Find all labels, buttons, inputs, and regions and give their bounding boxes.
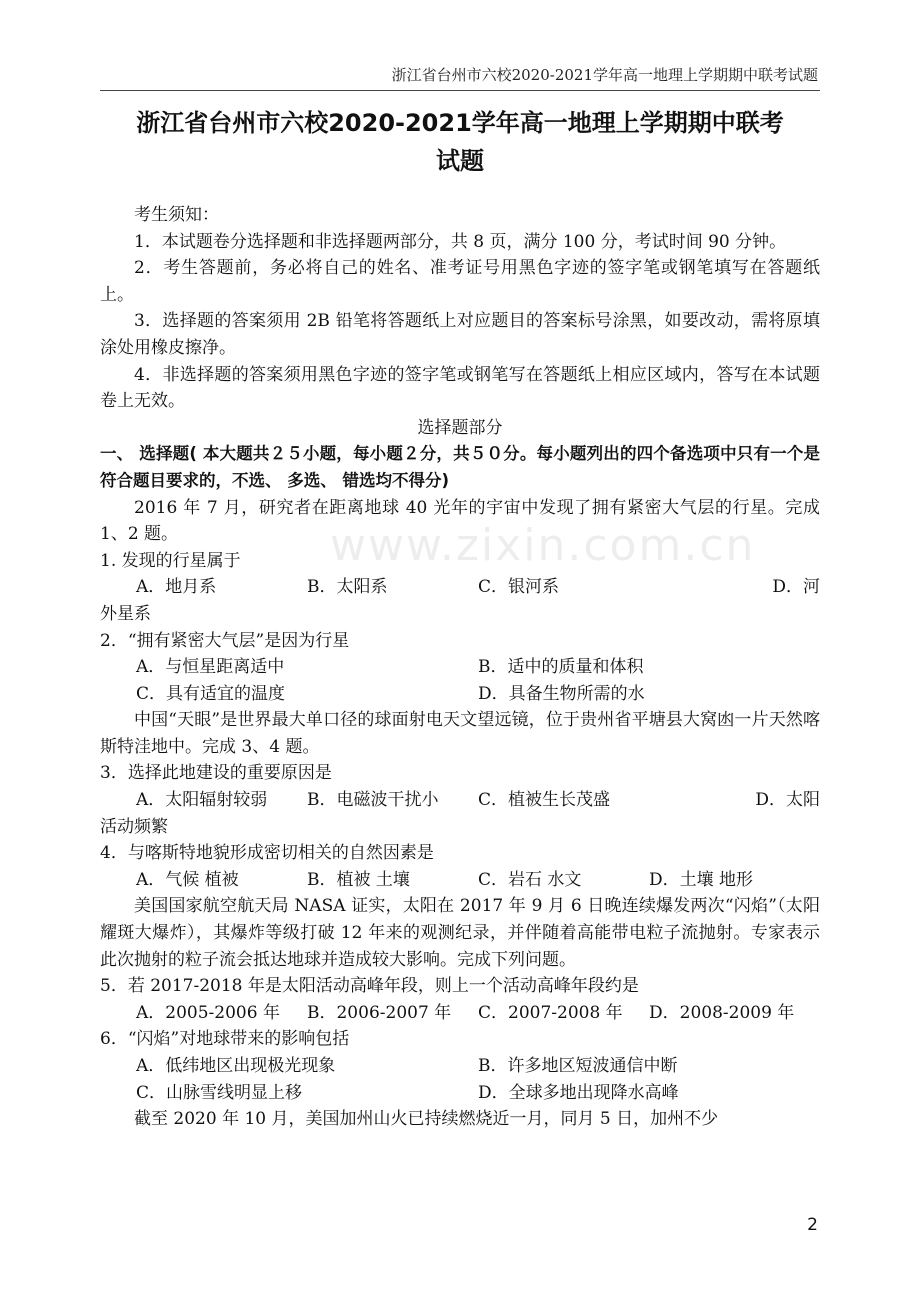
passage-4: 截至 2020 年 10 月，美国加州山火已持续燃烧近一月，同月 5 日，加州不少 <box>134 1109 719 1130</box>
q1-option-c: C．银河系 <box>478 577 560 598</box>
question-6-options-row-1 <box>100 1053 820 1080</box>
title-line-2: 试题 <box>436 147 484 175</box>
question-2-stem: 2．“拥有紧密大气层”是因为行星 <box>100 630 350 651</box>
question-5-stem: 5．若 2017-2018 年是太阳活动高峰年段，则上一个活动高峰年段约是 <box>100 976 639 997</box>
q6-option-d: D．全球多地出现降水高峰 <box>478 1082 679 1103</box>
question-5-options <box>100 1000 820 1027</box>
passage-1: 2016 年 7 月，研究者在距离地球 40 光年的宇宙中发现了拥有紧密大气层的行星。完成 1、2 题。 <box>100 497 820 545</box>
q5-option-d: D．2008-2009 年 <box>649 1002 795 1023</box>
passage-3: 美国国家航空航天局 NASA 证实，太阳在 2017 年 9 月 6 日晚连续爆发两次“闪焰”（太阳耀斑大爆炸），其爆炸等级打破 12 年来的观测纪录，并伴随着高能带电粒子流抛射。专家表示此次抛射的粒子流会抵达地球并造成较大影响。完成下列问题。 <box>100 896 820 970</box>
q4-option-d: D．土壤 地形 <box>649 869 754 890</box>
notice-item-1: 1．本试题卷分选择题和非选择题两部分，共 8 页，满分 100 分，考试时间 90 分钟。 <box>134 231 787 252</box>
title-line-1: 浙江省台州市六校2020-2021学年高一地理上学期期中联考 <box>136 109 784 137</box>
q2-option-d: D．具备生物所需的水 <box>478 683 645 704</box>
running-header: 浙江省台州市六校2020-2021学年高一地理上学期期中联考试题 <box>391 66 818 84</box>
q6-option-a: A．低纬地区出现极光现象 <box>136 1056 336 1076</box>
q1-option-d: D．河 <box>772 577 820 598</box>
q2-option-c: C．具有适宜的温度 <box>136 683 286 704</box>
page-number: 2 <box>807 1215 818 1235</box>
passage-2: 中国“天眼”是世界最大单口径的球面射电天文望远镜，位于贵州省平塘县大窝凼一片天然喀斯特洼地中。完成 3、4 题。 <box>100 710 820 757</box>
q2-option-b: B．适中的质量和体积 <box>478 657 644 678</box>
exam-body <box>100 202 820 1133</box>
q2-option-a: A．与恒星距离适中 <box>136 657 285 678</box>
notice-item-2: 2．考生答题前，务必将自己的姓名、准考证号用黑色字迹的签字笔或钢笔填写在答题纸上。 <box>100 258 820 305</box>
q5-option-b: B．2006-2007 年 <box>307 1002 452 1023</box>
question-2-options-row-2 <box>100 681 820 708</box>
question-4-options <box>100 867 820 894</box>
q5-option-a: A．2005-2006 年 <box>136 1002 280 1023</box>
q1-option-b: B．太阳系 <box>307 577 388 598</box>
q4-option-b: B．植被 土壤 <box>307 869 410 890</box>
section-label: 选择题部分 <box>417 417 503 438</box>
question-1-stem: 1. 发现的行星属于 <box>100 550 241 571</box>
q4-option-a: A．气候 植被 <box>136 869 239 890</box>
notice-item-3: 3．选择题的答案须用 2B 铅笔将答题纸上对应题目的答案标号涂黑，如要改动，需将原填涂处用橡皮擦净。 <box>100 311 820 358</box>
part1-heading: 一、 选择题( 本大题共２５小题，每小题２分，共５０分。每小题列出的四个备选项中只有一个是符合题目要求的，不选、 多选、 错选均不得分) <box>100 444 820 490</box>
q3-option-d-continued: 活动频繁 <box>100 816 168 837</box>
page-title <box>100 104 820 180</box>
question-1-options <box>100 574 820 601</box>
q3-option-d: D．太阳 <box>755 790 820 811</box>
watermark-text: www.zixin.com.cn <box>330 520 756 571</box>
question-2-options-row-1 <box>100 654 820 681</box>
question-3-stem: 3．选择此地建设的重要原因是 <box>100 763 332 784</box>
header-divider <box>100 90 820 91</box>
q5-option-c: C．2007-2008 年 <box>478 1002 623 1023</box>
q6-option-b: B．许多地区短波通信中断 <box>478 1056 678 1076</box>
q1-option-a: A．地月系 <box>136 577 217 598</box>
question-3-options <box>100 787 820 814</box>
q3-option-b: B．电磁波干扰小 <box>307 790 439 811</box>
question-6-options-row-2 <box>100 1080 820 1107</box>
q1-option-d-continued: 外星系 <box>100 603 151 624</box>
question-4-stem: 4．与喀斯特地貌形成密切相关的自然因素是 <box>100 843 434 864</box>
notice-heading: 考生须知： <box>134 205 219 225</box>
q4-option-c: C．岩石 水文 <box>478 869 582 890</box>
q3-option-c: C．植被生长茂盛 <box>478 790 611 811</box>
q6-option-c: C．山脉雪线明显上移 <box>136 1082 303 1103</box>
notice-item-4: 4．非选择题的答案须用黑色字迹的签字笔或钢笔写在答题纸上相应区域内，答写在本试题卷上无效。 <box>100 364 820 412</box>
q3-option-a: A．太阳辐射较弱 <box>136 790 268 811</box>
question-6-stem: 6．“闪焰”对地球带来的影响包括 <box>100 1029 350 1050</box>
